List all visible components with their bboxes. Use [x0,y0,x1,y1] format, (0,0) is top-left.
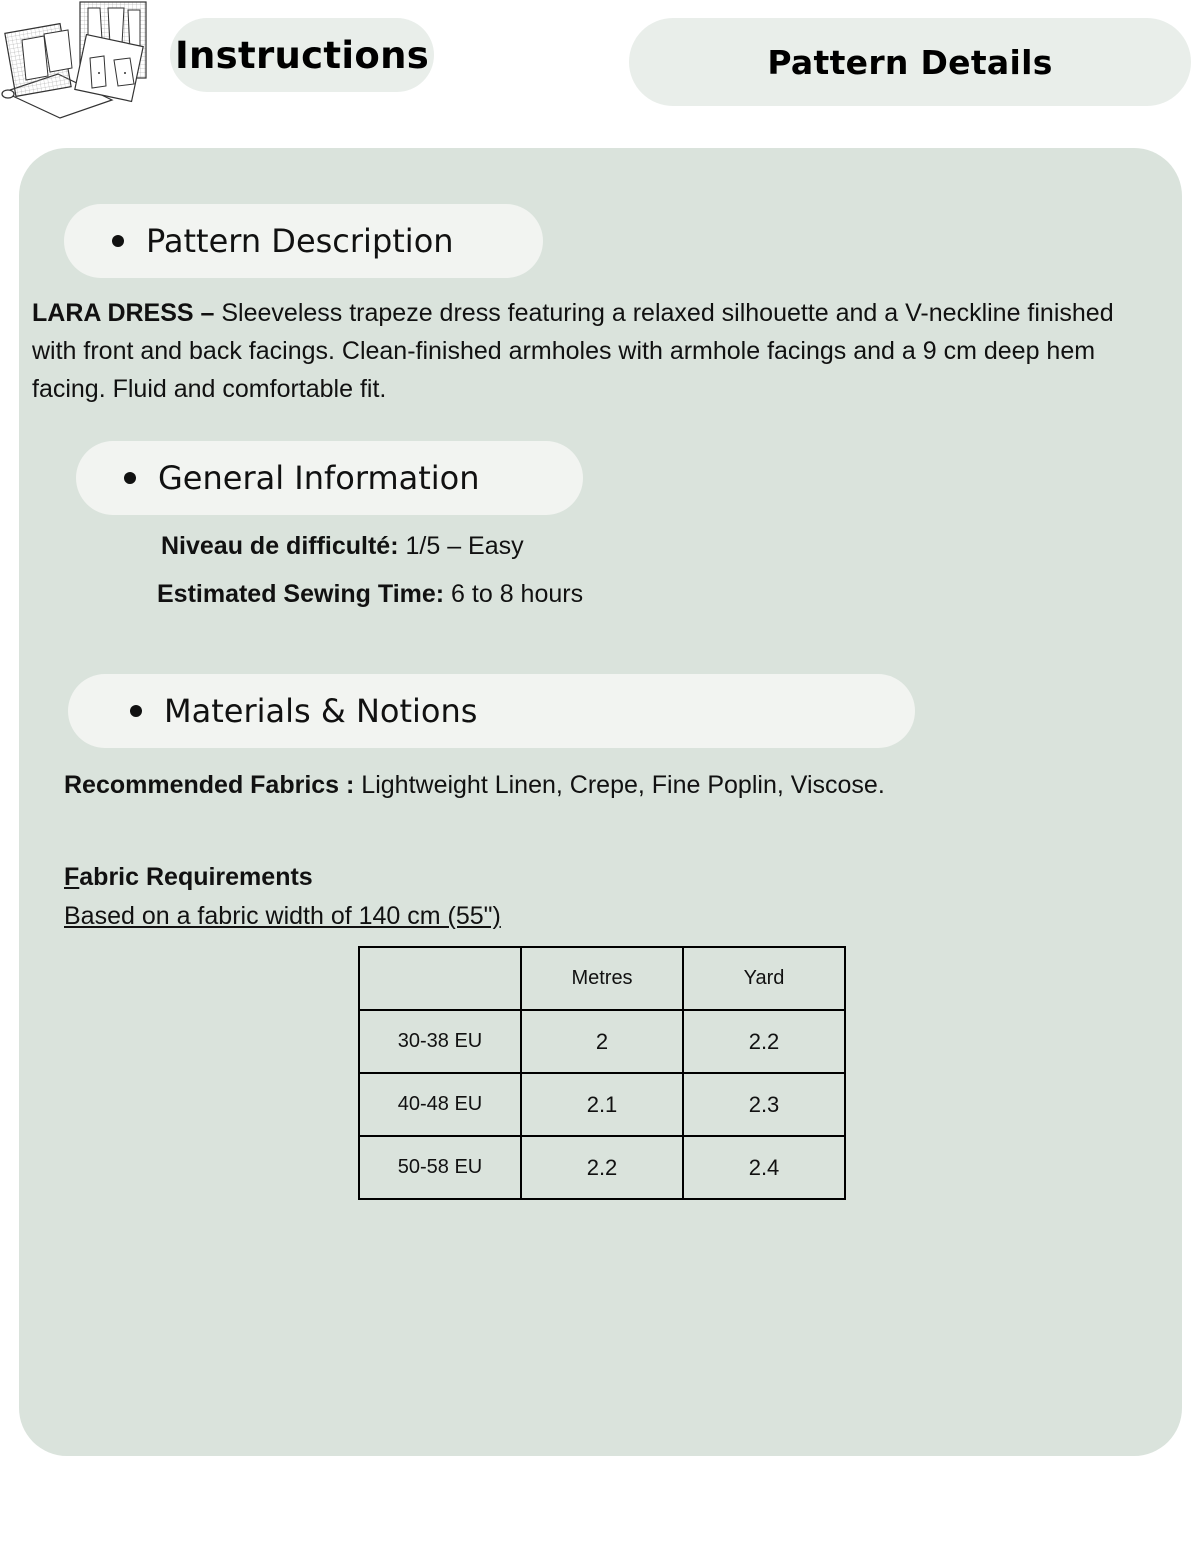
table-header-cell [359,947,521,1010]
pattern-description-body: Sleeveless trapeze dress featuring a relaxed silhouette and a V-neckline finished with front and back facings. Clean-finished armholes with armhole facings and a 9 cm deep hem facing. Fluid and comfortable fit. [32,299,1114,403]
table-row [359,1073,845,1136]
instructions-label: Instructions [174,33,430,77]
table-header-cell: Metres [521,947,683,1010]
metres-cell: 2.2 [521,1136,683,1199]
pattern-name: LARA DRESS – [32,299,215,327]
metres-cell: 2.1 [521,1073,683,1136]
fabric-width-note: Based on a fabric width of 140 cm (55") [64,902,501,930]
section-heading-label: Materials & Notions [164,692,478,730]
bullet-icon [130,705,142,717]
size-cell: 40-48 EU [359,1073,521,1136]
difficulty-label: Niveau de difficulté: [161,532,399,560]
pattern-description-text [32,294,1152,408]
bullet-icon [112,235,124,247]
table-row [359,1010,845,1073]
yard-cell: 2.2 [683,1010,845,1073]
recommended-fabrics-line [64,771,885,800]
bullet-icon [124,472,136,484]
table-header-row [359,947,845,1010]
pattern-description-heading [64,204,543,278]
size-cell: 50-58 EU [359,1136,521,1199]
fabric-requirements-table [358,946,846,1200]
instructions-header [170,18,434,92]
difficulty-line [161,532,524,561]
sewing-time-value: 6 to 8 hours [444,580,584,608]
fabric-requirements-title: Fabric Requirements [64,863,313,891]
general-information-heading [76,441,583,515]
materials-notions-heading [68,674,915,748]
yard-cell: 2.3 [683,1073,845,1136]
sewing-time-label: Estimated Sewing Time: [157,580,445,608]
pattern-details-label: Pattern Details [767,42,1053,82]
sewing-time-line [157,580,583,609]
yard-cell: 2.4 [683,1136,845,1199]
table-header-cell: Yard [683,947,845,1010]
difficulty-value: 1/5 – Easy [398,532,524,560]
size-cell: 30-38 EU [359,1010,521,1073]
section-heading-label: General Information [158,459,480,497]
pattern-details-header [629,18,1191,106]
section-heading-label: Pattern Description [146,222,454,260]
metres-cell: 2 [521,1010,683,1073]
pattern-sheets-logo-icon [0,0,150,128]
table-row [359,1136,845,1199]
recommended-fabrics-label: Recommended Fabrics : [64,771,355,799]
recommended-fabrics-value: Lightweight Linen, Crepe, Fine Poplin, Viscose. [354,771,885,799]
